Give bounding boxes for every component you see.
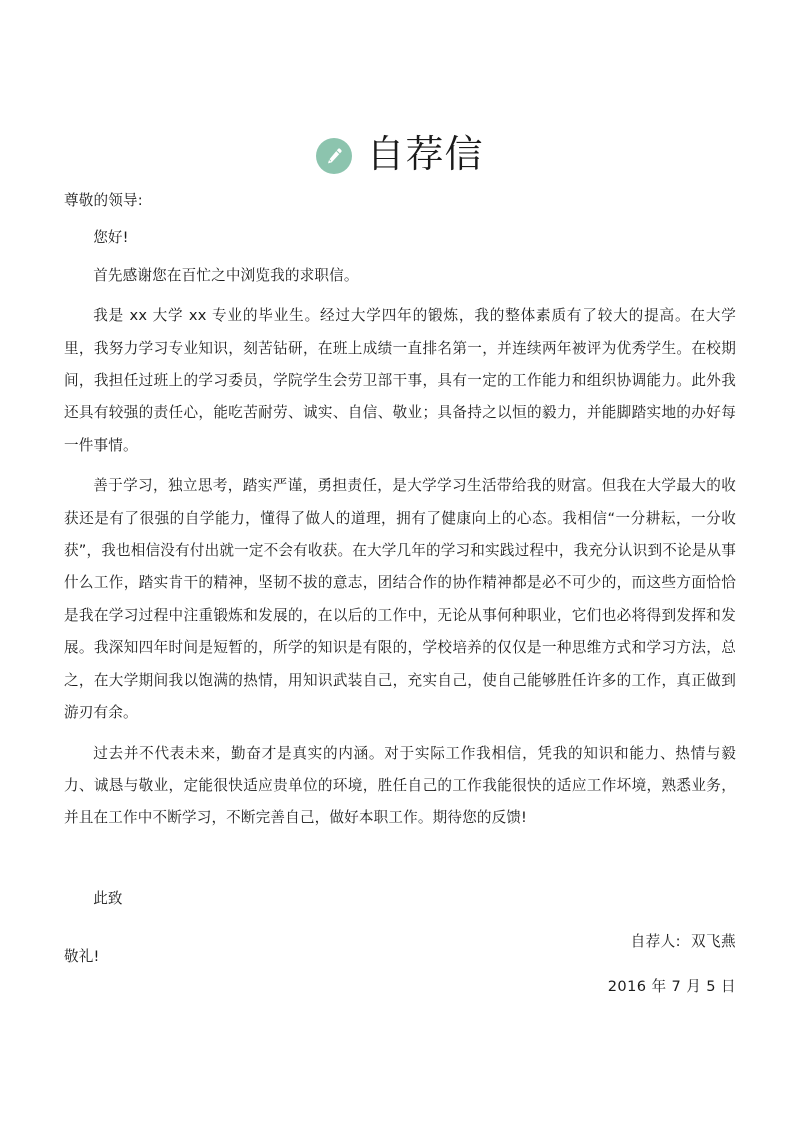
closing-line-2: 敬礼! [64,948,100,966]
closing-line-1: 此致 [93,889,123,907]
letter-paragraph-1: 我是 xx 大学 xx 专业的毕业生。经过大学四年的锻炼，我的整体素质有了较大的提高。在大学里，我努力学习专业知识，刻苦钻研，在班上成绩一直排名第一，并连续两年被评为优秀学生。在校期间，我担任过班上的学习委员，学院学生会劳卫部干事，具有一定的工作能力和组织协调能力。此外我还具有较强的责任心，能吃苦耐劳、诚实、自信、敬业；具备持之以恒的毅力，并能脚踏实地的办好每一件事情。 [64,307,736,454]
letter-paragraph-2: 善于学习，独立思考，踏实严谨，勇担责任，是大学学习生活带给我的财富。但我在大学最大的收获还是有了很强的自学能力，懂得了做人的道理，拥有了健康向上的心态。我相信“一分耕耘，一分收获”，我也相信没有付出就一定不会有收获。在大学几年的学习和实践过程中，我充分认识到不论是从事什么工作，踏实肯干的精神，坚韧不拔的意志，团结合作的协作精神都是必不可少的，而这些方面恰恰是我在学习过程中注重锻炼和发展的，在以后的工作中，无论从事何种职业，它们也必将得到发挥和发展。我深知四年时间是短暂的，所学的知识是有限的，学校培养的仅仅是一种思维方式和学习方法，总之，在大学期间我以饱满的热情，用知识武装自己，充实自己，使自己能够胜任许多的工作，真正做到游刃有余。 [64,477,736,722]
signature-name: 自荐人: 双飞燕 [630,933,736,950]
signature-date: 2016 年 7 月 5 日 [607,977,736,995]
letter-body [64,185,736,974]
page-title: 自荐信 [366,132,484,177]
letter-greeting: 您好! [93,229,129,247]
pencil-icon [316,138,352,174]
letter-salutation: 尊敬的领导: [64,192,143,209]
letter-thanks: 首先感谢您在百忙之中浏览我的求职信。 [93,266,359,284]
signature-block [608,935,736,994]
letter-paragraph-3: 过去并不代表未来，勤奋才是真实的内涵。对于实际工作我相信，凭我的知识和能力、热情与毅力、诚恳与敬业，定能很快适应贵单位的环境，胜任自己的工作我能很快的适应工作坏境，熟悉业务，并且在工作中不断学习，不断完善自己，做好本职工作。期待您的反馈! [64,744,736,827]
